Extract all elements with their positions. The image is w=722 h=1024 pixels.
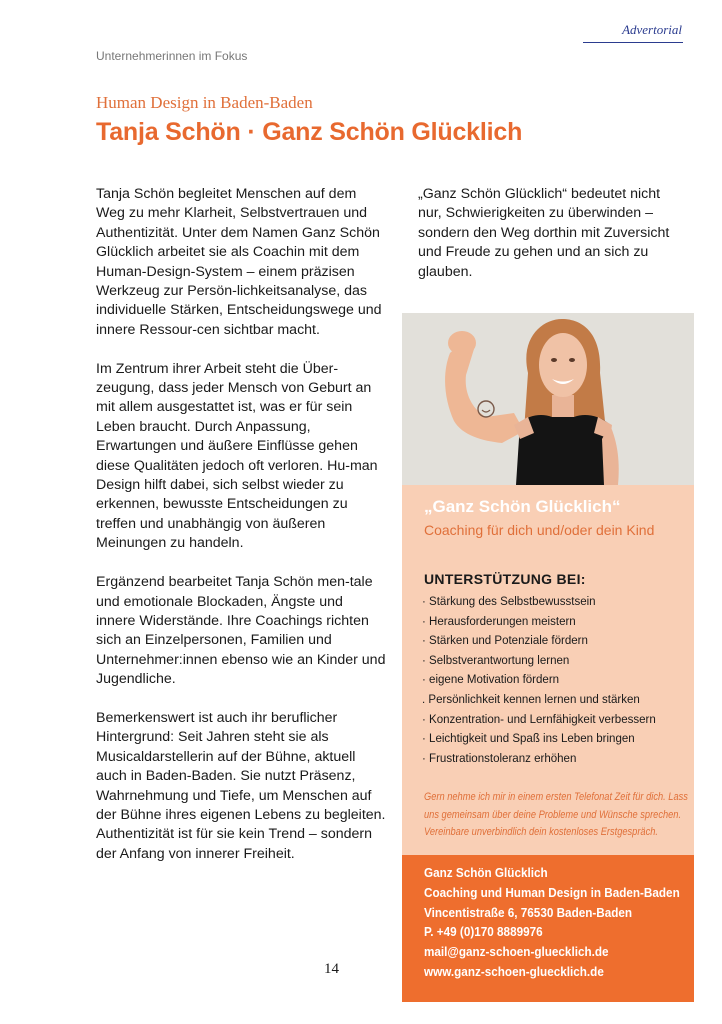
contact-details [424,864,699,983]
info-box-subtitle: Coaching für dich und/oder dein Kind [424,522,655,538]
contact-service: Coaching und Human Design in Baden-Baden [424,885,680,900]
portrait-photo [402,313,694,485]
article-body-right [418,185,683,282]
advertorial-rule [583,42,683,43]
paragraph: Ergänzend bearbeitet Tanja Schön men-tale und emotionale Blockaden, Ängste und innere Widerstände. Ihre Coachings richten sich an Einzelpersonen, Familien und Unternehmer:innen ebenso wie an Kinder und Jugendliche. [96,574,386,688]
promo-line: Gern nehme ich mir in einem ersten Telefonat Zeit für dich. Lass [424,791,688,803]
promo-line: uns gemeinsam über deine Probleme und Wünsche sprechen. [424,808,682,821]
list-item: · eigene Motivation fördern [422,672,560,687]
list-item: · Stärken und Potenziale fördern [422,633,588,648]
page-number: 14 [324,961,339,977]
contact-phone: P. +49 (0)170 8889976 [424,925,543,940]
article-body-left [96,185,386,884]
article-kicker: Human Design in Baden-Baden [96,93,313,112]
advertorial-tag: Advertorial [622,22,682,37]
paragraph: Tanja Schön begleitet Menschen auf dem Weg zu mehr Klarheit, Selbstvertrauen und Authentizität. Unter dem Namen Ganz Schön Glücklich arbeitet sie als Coachin mit dem Human-Design-System – einem präzisen Werkzeug zur Persön-lichkeitsanalyse, das individuelle Stärken, Entscheidungswege und innere Ressour-cen sichtbar macht. [96,186,382,338]
list-item: · Selbstverantwortung lernen [422,652,570,667]
support-list [422,592,673,768]
contact-company: Ganz Schön Glücklich [424,866,548,880]
info-box-title: „Ganz Schön Glücklich“ [424,497,621,516]
article-title: Tanja Schön · Ganz Schön Glücklich [96,118,523,146]
promo-text [424,789,686,842]
contact-address: Vincentistraße 6, 76530 Baden-Baden [424,905,633,920]
paragraph: „Ganz Schön Glücklich“ bedeutet nicht nur, Schwierigkeiten zu überwinden – sondern den Weg dorthin mit Zuversicht und Freude zu gehen und an sich zu glauben. [418,186,670,280]
list-item: · Herausforderungen meistern [422,613,576,628]
contact-email-link[interactable]: mail@ganz-schoen-gluecklich.de [424,945,609,960]
list-item: · Leichtigkeit und Spaß ins Leben bringen [422,731,635,746]
list-item: · Stärkung des Selbstbewusstsein [422,594,596,608]
support-heading: UNTERSTÜTZUNG BEI: [424,571,586,587]
list-item: . Persönlichkeit kennen lernen und stärken [422,691,640,706]
contact-website-link[interactable]: www.ganz-schoen-gluecklich.de [424,964,604,979]
promo-line: Vereinbare unverbindlich dein kostenloses Erstgespräch. [424,826,659,838]
list-item: · Konzentration- und Lernfähigkeit verbessern [422,711,656,726]
paragraph: Im Zentrum ihrer Arbeit steht die Über-zeugung, dass jeder Mensch von Geburt an mit allem ausgestattet ist, was er für sein Leben braucht. Durch Anpassung, Erwartungen und äußere Einflüsse gehen diese Qualitäten jedoch oft verloren. Hu-man Design hilft dabei, sich selbst wieder zu erkennen, bewusste Entscheidungen zu treffen und unabhängig von äußeren Meinungen zu handeln. [96,360,378,552]
portrait-illustration [402,313,694,485]
section-label: Unternehmerinnen im Fokus [96,49,248,63]
paragraph: Bemerkenswert ist auch ihr beruflicher Hintergrund: Seit Jahren steht sie als Musicaldarstellerin auf der Bühne, aktuell auch in Baden-Baden. Sie nutzt Präsenz, Wahrnehmung und Tiefe, um Menschen auf der Bühne ihres eigenen Lebens zu begleiten. Authentizität ist für sie kein Trend – sondern der Anfang von innerer Freiheit. [96,709,386,862]
list-item: · Frustrationstoleranz erhöhen [422,750,577,765]
